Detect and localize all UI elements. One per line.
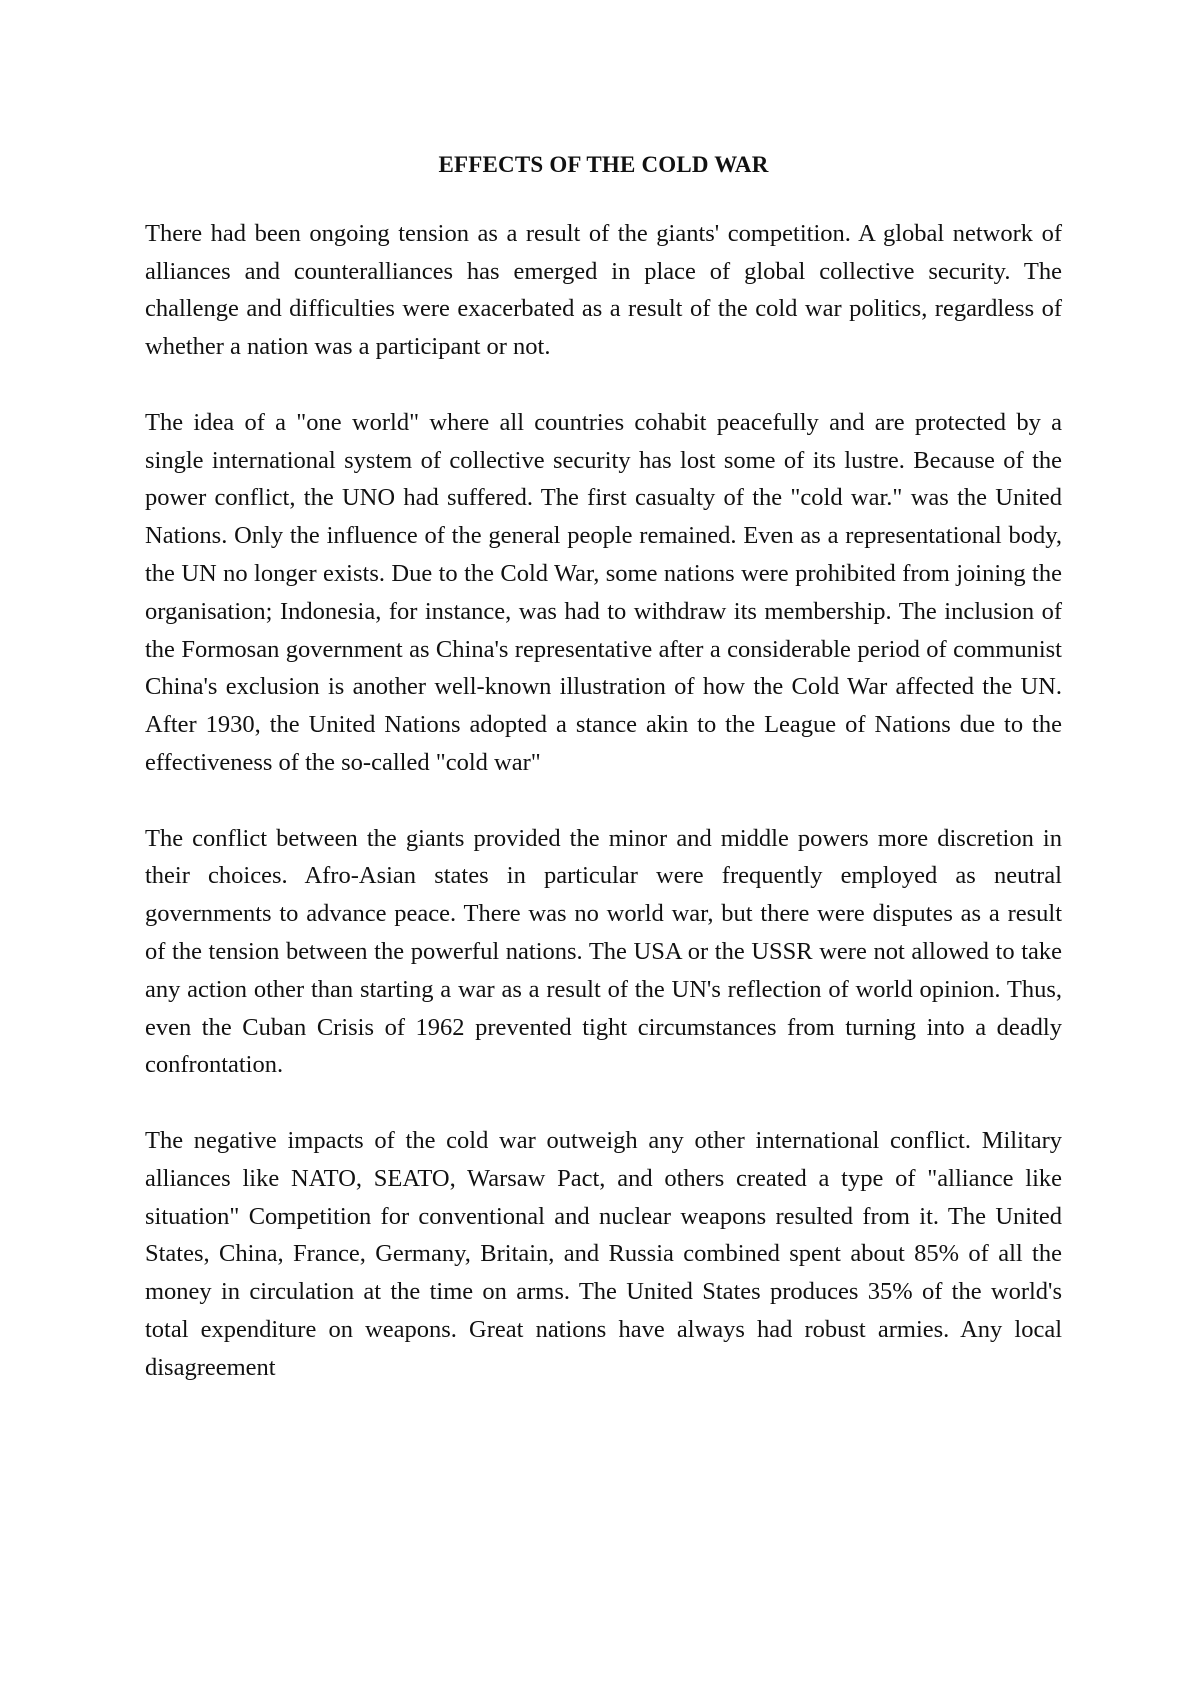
document-title: EFFECTS OF THE COLD WAR bbox=[438, 152, 769, 177]
paragraph-1: There had been ongoing tension as a result of the giants' competition. A global network of alliances and counteralliances has emerged in place of global collective security. The challenge and difficulties were exacerbated as a result of the cold war politics, regardless of whether a nation was a participant or not. bbox=[145, 219, 1062, 361]
paragraph-4: The negative impacts of the cold war outweigh any other international conflict. Military alliances like NATO, SEATO, Warsaw Pact, and others created a type of "alliance like situation" Competition for conventional and nuclear weapons resulted from it. The United States, China, France, Germany, Britain, and Russia combined spent about 85% of all the money in circulation at the time on arms. The United States produces 35% of the world's total expenditure on weapons. Great nations have always had robust armies. Any local disagreement bbox=[145, 1126, 1062, 1381]
paragraph-3: The conflict between the giants provided the minor and middle powers more discretion in their choices. Afro-Asian states in particular were frequently employed as neutral governments to advance peace. There was no world war, but there were disputes as a result of the tension between the powerful nations. The USA or the USSR were not allowed to take any action other than starting a war as a result of the UN's reflection of world opinion. Thus, even the Cuban Crisis of 1962 prevented tight circumstances from turning into a deadly confrontation. bbox=[145, 824, 1062, 1079]
paragraph-2: The idea of a "one world" where all countries cohabit peacefully and are protected by a single international system of collective security has lost some of its lustre. Because of the power conflict, the UNO had suffered. The first casualty of the "cold war." was the United Nations. Only the influence of the general people remained. Even as a representational body, the UN no longer exists. Due to the Cold War, some nations were prohibited from joining the organisation; Indonesia, for instance, was had to withdraw its membership. The inclusion of the Formosan government as China's representative after a considerable period of communist China's exclusion is another well-known illustration of how the Cold War affected the UN. After 1930, the United Nations adopted a stance akin to the League of Nations due to the effectiveness of the so-called "cold war" bbox=[145, 408, 1062, 776]
document-body bbox=[145, 146, 1062, 1424]
